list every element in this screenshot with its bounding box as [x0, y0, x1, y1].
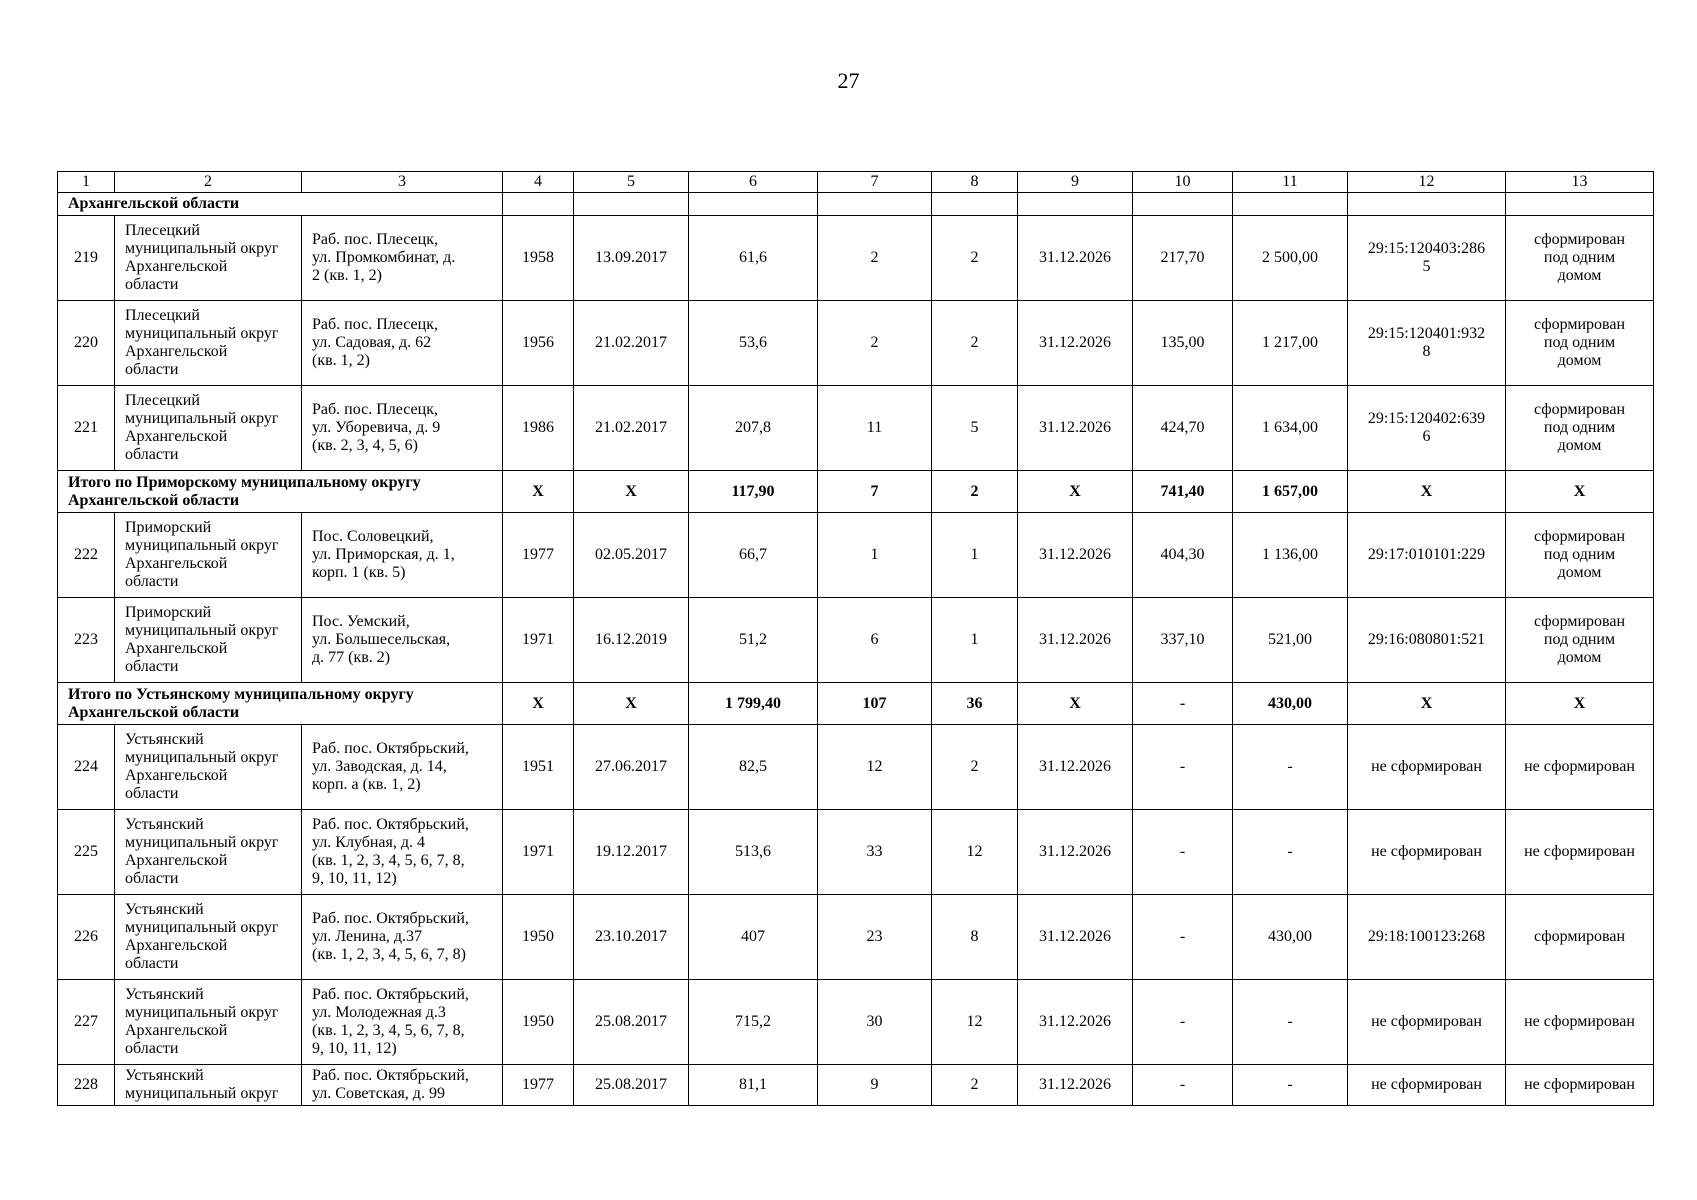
- planned-date: 31.12.2026: [1018, 301, 1133, 386]
- recognition-date: 21.02.2017: [574, 386, 689, 471]
- address: Раб. пос. Октябрьский, ул. Молодежная д.3 (кв. 1, 2, 3, 4, 5, 6, 7, 8, 9, 10, 11, 12): [302, 980, 503, 1065]
- table-row: [58, 895, 1654, 980]
- area: 51,2: [689, 598, 818, 683]
- row-number: 227: [58, 980, 115, 1065]
- cadastral-number: не сформирован: [1348, 725, 1506, 810]
- subtotal-planned-date: X: [1018, 683, 1133, 725]
- row-number: 222: [58, 513, 115, 598]
- apartments: 12: [932, 810, 1018, 895]
- land-status: не сформирован: [1506, 980, 1654, 1065]
- table-row: [58, 810, 1654, 895]
- municipality: Плесецкий муниципальный округ Архангельской области: [115, 386, 302, 471]
- subtotal-land-area: 741,40: [1133, 471, 1233, 513]
- subtotal-cadastral-number: X: [1348, 683, 1506, 725]
- municipality: Приморский муниципальный округ Архангельской области: [115, 598, 302, 683]
- cadastral-value: -: [1233, 810, 1348, 895]
- subtotal-row: [58, 683, 1654, 725]
- residents: 11: [818, 386, 932, 471]
- cadastral-number: не сформирован: [1348, 810, 1506, 895]
- table-row: [58, 1065, 1654, 1106]
- land-status: не сформирован: [1506, 1065, 1654, 1106]
- cadastral-number: не сформирован: [1348, 980, 1506, 1065]
- residents: 30: [818, 980, 932, 1065]
- table-row: [58, 725, 1654, 810]
- area: 82,5: [689, 725, 818, 810]
- column-number: 10: [1133, 172, 1233, 193]
- residents: 1: [818, 513, 932, 598]
- land-area: -: [1133, 1065, 1233, 1106]
- subtotal-year-built: X: [503, 471, 574, 513]
- municipality: Устьянский муниципальный округ Архангельской области: [115, 980, 302, 1065]
- year-built: 1950: [503, 895, 574, 980]
- subtotal-planned-date: X: [1018, 471, 1133, 513]
- subtotal-area: 1 799,40: [689, 683, 818, 725]
- land-area: 135,00: [1133, 301, 1233, 386]
- column-number: 1: [58, 172, 115, 193]
- registry-table: [57, 171, 1654, 1106]
- residents: 12: [818, 725, 932, 810]
- subtotal-land-status: X: [1506, 471, 1654, 513]
- subtotal-row: [58, 471, 1654, 513]
- column-number: 9: [1018, 172, 1133, 193]
- land-area: 337,10: [1133, 598, 1233, 683]
- apartments: 1: [932, 513, 1018, 598]
- table-row: [58, 301, 1654, 386]
- row-number: 220: [58, 301, 115, 386]
- residents: 2: [818, 301, 932, 386]
- planned-date: 31.12.2026: [1018, 1065, 1133, 1106]
- municipality: Устьянский муниципальный округ Архангельской области: [115, 725, 302, 810]
- residents: 6: [818, 598, 932, 683]
- area: 61,6: [689, 216, 818, 301]
- area: 407: [689, 895, 818, 980]
- address: Раб. пос. Плесецк, ул. Садовая, д. 62 (кв. 1, 2): [302, 301, 503, 386]
- table-row: [58, 513, 1654, 598]
- year-built: 1971: [503, 598, 574, 683]
- cadastral-number: 29:15:120403:286 5: [1348, 216, 1506, 301]
- planned-date: 31.12.2026: [1018, 216, 1133, 301]
- apartments: 2: [932, 1065, 1018, 1106]
- land-area: -: [1133, 895, 1233, 980]
- address: Раб. пос. Октябрьский, ул. Заводская, д. 14, корп. а (кв. 1, 2): [302, 725, 503, 810]
- subtotal-cadastral-value: 430,00: [1233, 683, 1348, 725]
- land-area: 424,70: [1133, 386, 1233, 471]
- planned-date: 31.12.2026: [1018, 980, 1133, 1065]
- apartments: 2: [932, 301, 1018, 386]
- table-row: [58, 980, 1654, 1065]
- address: Раб. пос. Октябрьский, ул. Клубная, д. 4 (кв. 1, 2, 3, 4, 5, 6, 7, 8, 9, 10, 11, 12): [302, 810, 503, 895]
- area: 53,6: [689, 301, 818, 386]
- area: 715,2: [689, 980, 818, 1065]
- land-status: не сформирован: [1506, 725, 1654, 810]
- table-row: [58, 216, 1654, 301]
- land-area: -: [1133, 810, 1233, 895]
- cadastral-value: 1 217,00: [1233, 301, 1348, 386]
- section-continuation-label: Архангельской области: [58, 193, 503, 216]
- column-number: 5: [574, 172, 689, 193]
- address: Раб. пос. Плесецк, ул. Уборевича, д. 9 (кв. 2, 3, 4, 5, 6): [302, 386, 503, 471]
- column-number: 12: [1348, 172, 1506, 193]
- planned-date: 31.12.2026: [1018, 598, 1133, 683]
- cadastral-value: 2 500,00: [1233, 216, 1348, 301]
- residents: 2: [818, 216, 932, 301]
- cadastral-number: 29:16:080801:521: [1348, 598, 1506, 683]
- land-status: сформирован под одним домом: [1506, 301, 1654, 386]
- apartments: 8: [932, 895, 1018, 980]
- subtotal-apartments: 2: [932, 471, 1018, 513]
- cadastral-value: 521,00: [1233, 598, 1348, 683]
- apartments: 12: [932, 980, 1018, 1065]
- land-status: сформирован под одним домом: [1506, 386, 1654, 471]
- column-number: 4: [503, 172, 574, 193]
- planned-date: 31.12.2026: [1018, 386, 1133, 471]
- page-number: 27: [837, 68, 860, 93]
- address: Пос. Уемский, ул. Большесельская, д. 77 (кв. 2): [302, 598, 503, 683]
- municipality: Приморский муниципальный округ Архангельской области: [115, 513, 302, 598]
- subtotal-apartments: 36: [932, 683, 1018, 725]
- cadastral-value: 1 634,00: [1233, 386, 1348, 471]
- address: Раб. пос. Октябрьский, ул. Ленина, д.37 (кв. 1, 2, 3, 4, 5, 6, 7, 8): [302, 895, 503, 980]
- address: Раб. пос. Плесецк, ул. Промкомбинат, д. 2 (кв. 1, 2): [302, 216, 503, 301]
- cadastral-number: 29:15:120402:639 6: [1348, 386, 1506, 471]
- subtotal-residents: 7: [818, 471, 932, 513]
- planned-date: 31.12.2026: [1018, 513, 1133, 598]
- municipality: Устьянский муниципальный округ Архангельской области: [115, 895, 302, 980]
- recognition-date: 19.12.2017: [574, 810, 689, 895]
- column-number: 13: [1506, 172, 1654, 193]
- cadastral-value: -: [1233, 980, 1348, 1065]
- residents: 33: [818, 810, 932, 895]
- year-built: 1986: [503, 386, 574, 471]
- table-body: [58, 172, 1654, 1106]
- row-number: 219: [58, 216, 115, 301]
- cadastral-value: 430,00: [1233, 895, 1348, 980]
- subtotal-year-built: X: [503, 683, 574, 725]
- land-status: сформирован: [1506, 895, 1654, 980]
- recognition-date: 21.02.2017: [574, 301, 689, 386]
- planned-date: 31.12.2026: [1018, 895, 1133, 980]
- subtotal-label: Итого по Приморскому муниципальному округу Архангельской области: [58, 471, 503, 513]
- column-number-row: [58, 172, 1654, 193]
- year-built: 1950: [503, 980, 574, 1065]
- residents: 23: [818, 895, 932, 980]
- planned-date: 31.12.2026: [1018, 725, 1133, 810]
- year-built: 1971: [503, 810, 574, 895]
- year-built: 1956: [503, 301, 574, 386]
- column-number: 8: [932, 172, 1018, 193]
- recognition-date: 25.08.2017: [574, 980, 689, 1065]
- year-built: 1951: [503, 725, 574, 810]
- subtotal-recognition-date: X: [574, 471, 689, 513]
- apartments: 2: [932, 725, 1018, 810]
- land-status: не сформирован: [1506, 810, 1654, 895]
- land-area: 404,30: [1133, 513, 1233, 598]
- subtotal-residents: 107: [818, 683, 932, 725]
- land-status: сформирован под одним домом: [1506, 216, 1654, 301]
- column-number: 6: [689, 172, 818, 193]
- column-number: 11: [1233, 172, 1348, 193]
- subtotal-recognition-date: X: [574, 683, 689, 725]
- subtotal-land-area: -: [1133, 683, 1233, 725]
- row-number: 223: [58, 598, 115, 683]
- cadastral-number: не сформирован: [1348, 1065, 1506, 1106]
- recognition-date: 23.10.2017: [574, 895, 689, 980]
- column-number: 7: [818, 172, 932, 193]
- area: 66,7: [689, 513, 818, 598]
- subtotal-land-status: X: [1506, 683, 1654, 725]
- land-status: сформирован под одним домом: [1506, 598, 1654, 683]
- row-number: 225: [58, 810, 115, 895]
- subtotal-cadastral-value: 1 657,00: [1233, 471, 1348, 513]
- municipality: Плесецкий муниципальный округ Архангельской области: [115, 216, 302, 301]
- land-area: -: [1133, 725, 1233, 810]
- cadastral-number: 29:17:010101:229: [1348, 513, 1506, 598]
- planned-date: 31.12.2026: [1018, 810, 1133, 895]
- year-built: 1958: [503, 216, 574, 301]
- year-built: 1977: [503, 513, 574, 598]
- row-number: 221: [58, 386, 115, 471]
- area: 513,6: [689, 810, 818, 895]
- area: 207,8: [689, 386, 818, 471]
- land-status: сформирован под одним домом: [1506, 513, 1654, 598]
- cadastral-number: 29:18:100123:268: [1348, 895, 1506, 980]
- recognition-date: 13.09.2017: [574, 216, 689, 301]
- residents: 9: [818, 1065, 932, 1106]
- column-number: 2: [115, 172, 302, 193]
- row-number: 226: [58, 895, 115, 980]
- recognition-date: 02.05.2017: [574, 513, 689, 598]
- address: Пос. Соловецкий, ул. Приморская, д. 1, корп. 1 (кв. 5): [302, 513, 503, 598]
- cadastral-number: 29:15:120401:932 8: [1348, 301, 1506, 386]
- subtotal-label: Итого по Устьянскому муниципальному округу Архангельской области: [58, 683, 503, 725]
- cadastral-value: 1 136,00: [1233, 513, 1348, 598]
- cadastral-value: -: [1233, 1065, 1348, 1106]
- subtotal-cadastral-number: X: [1348, 471, 1506, 513]
- row-number: 224: [58, 725, 115, 810]
- apartments: 5: [932, 386, 1018, 471]
- municipality: Устьянский муниципальный округ: [115, 1065, 302, 1106]
- municipality: Устьянский муниципальный округ Архангельской области: [115, 810, 302, 895]
- land-area: -: [1133, 980, 1233, 1065]
- apartments: 1: [932, 598, 1018, 683]
- address: Раб. пос. Октябрьский, ул. Советская, д. 99: [302, 1065, 503, 1106]
- year-built: 1977: [503, 1065, 574, 1106]
- land-area: 217,70: [1133, 216, 1233, 301]
- subtotal-area: 117,90: [689, 471, 818, 513]
- apartments: 2: [932, 216, 1018, 301]
- row-number: 228: [58, 1065, 115, 1106]
- table-row: [58, 598, 1654, 683]
- section-continuation-row: [58, 193, 1654, 216]
- recognition-date: 16.12.2019: [574, 598, 689, 683]
- municipality: Плесецкий муниципальный округ Архангельской области: [115, 301, 302, 386]
- table-row: [58, 386, 1654, 471]
- area: 81,1: [689, 1065, 818, 1106]
- column-number: 3: [302, 172, 503, 193]
- recognition-date: 27.06.2017: [574, 725, 689, 810]
- recognition-date: 25.08.2017: [574, 1065, 689, 1106]
- cadastral-value: -: [1233, 725, 1348, 810]
